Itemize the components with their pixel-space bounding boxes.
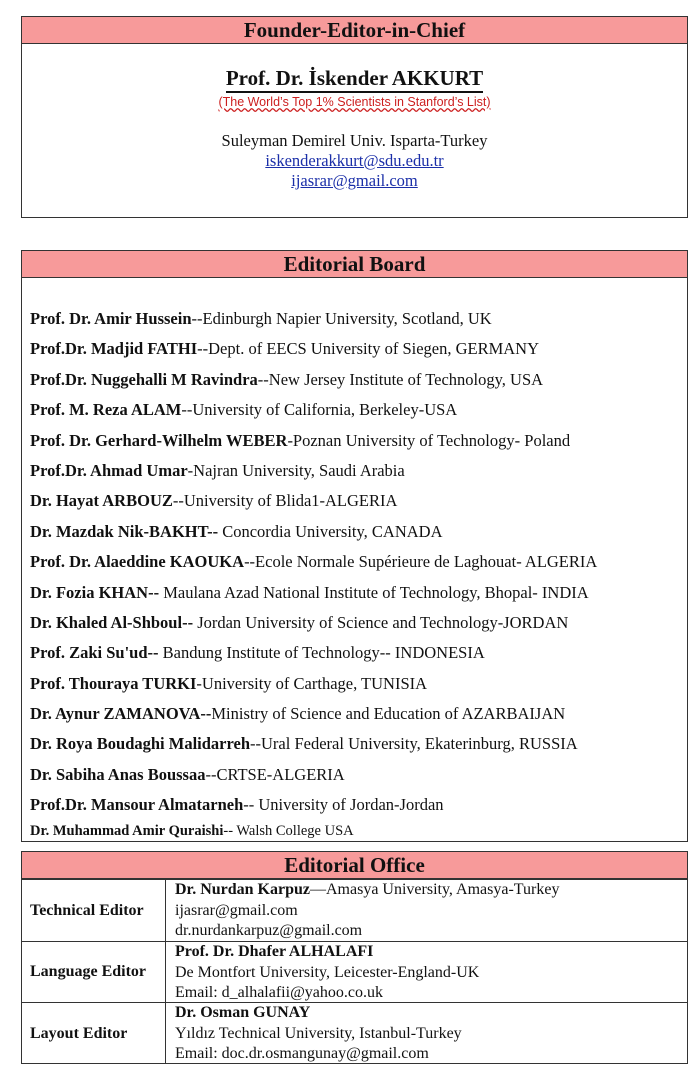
role-details: Dr. Nurdan Karpuz—Amasya University, Amasya-Turkey ijasrar@gmail.com dr.nurdankarpuz@gmail.com xyxy=(175,881,560,939)
list-item: Prof. Zaki Su'ud-- Bandung Institute of Technology-- INDONESIA xyxy=(30,643,485,663)
table-row xyxy=(22,941,687,1002)
editorial-office-box xyxy=(21,851,688,1064)
list-item: Prof.Dr. Nuggehalli M Ravindra--New Jersey Institute of Technology, USA xyxy=(30,369,544,389)
founder-box xyxy=(21,16,688,218)
list-item: Prof.Dr. Ahmad Umar-Najran University, Saudi Arabia xyxy=(30,460,405,480)
list-item: Dr. Sabiha Anas Boussaa--CRTSE-ALGERIA xyxy=(30,764,345,784)
list-item: Dr. Hayat ARBOUZ--University of Blida1-ALGERIA xyxy=(30,491,398,511)
list-item: Dr. Mazdak Nik-BAKHT-- Concordia University, CANADA xyxy=(30,521,443,541)
founder-affiliation: Suleyman Demirel Univ. Isparta-Turkey xyxy=(221,131,488,150)
role-label: Technical Editor xyxy=(22,880,166,941)
list-item: Prof. Thouraya TURKI-University of Carthage, TUNISIA xyxy=(30,673,428,693)
editorial-board-box xyxy=(21,250,688,842)
role-details: Prof. Dr. Dhafer ALHALAFI De Montfort University, Leicester-England-UK Email: d_alhalafii@yahoo.co.uk xyxy=(175,943,480,1001)
editorial-board-list xyxy=(22,304,687,841)
list-item: Dr. Khaled Al-Shboul-- Jordan University of Science and Technology-JORDAN xyxy=(30,612,569,632)
list-item: Prof.Dr. Mansour Almatarneh-- University of Jordan-Jordan xyxy=(30,795,444,815)
list-item: Dr. Roya Boudaghi Malidarreh--Ural Federal University, Ekaterinburg, RUSSIA xyxy=(30,734,578,754)
editorial-office-header: Editorial Office xyxy=(22,852,687,879)
founder-note: (The World’s Top 1% Scientists in Stanford’s List) xyxy=(218,95,491,109)
list-item: Prof. Dr. Gerhard-Wilhelm WEBER-Poznan University of Technology- Poland xyxy=(30,430,571,450)
list-item: Prof.Dr. Madjid FATHI--Dept. of EECS University of Siegen, GERMANY xyxy=(30,339,540,359)
journal-email-link[interactable]: ijasrar@gmail.com xyxy=(291,171,418,190)
table-row xyxy=(22,1002,687,1064)
list-item: Dr. Muhammad Amir Quraishi-- Walsh College USA xyxy=(30,822,354,839)
list-item: Dr. Aynur ZAMANOVA--Ministry of Science and Education of AZARBAIJAN xyxy=(30,704,566,724)
founder-name: Prof. Dr. İskender AKKURT xyxy=(22,66,687,91)
role-label: Layout Editor xyxy=(22,1003,166,1064)
role-details: Dr. Osman GUNAY Yıldız Technical University, Istanbul-Turkey Email: doc.dr.osmangunay@gmail.com xyxy=(175,1004,462,1062)
list-item: Prof. Dr. Alaeddine KAOUKA--Ecole Normale Supérieure de Laghouat- ALGERIA xyxy=(30,552,598,572)
role-label: Language Editor xyxy=(22,942,166,1002)
table-row xyxy=(22,879,687,941)
list-item: Dr. Fozia KHAN-- Maulana Azad National Institute of Technology, Bhopal- INDIA xyxy=(30,582,589,602)
founder-header: Founder-Editor-in-Chief xyxy=(22,17,687,44)
list-item: Prof. Dr. Amir Hussein--Edinburgh Napier University, Scotland, UK xyxy=(30,309,492,328)
editorial-board-header: Editorial Board xyxy=(22,251,687,278)
list-item: Prof. M. Reza ALAM--University of California, Berkeley-USA xyxy=(30,400,458,420)
founder-email-link[interactable]: iskenderakkurt@sdu.edu.tr xyxy=(265,151,444,170)
